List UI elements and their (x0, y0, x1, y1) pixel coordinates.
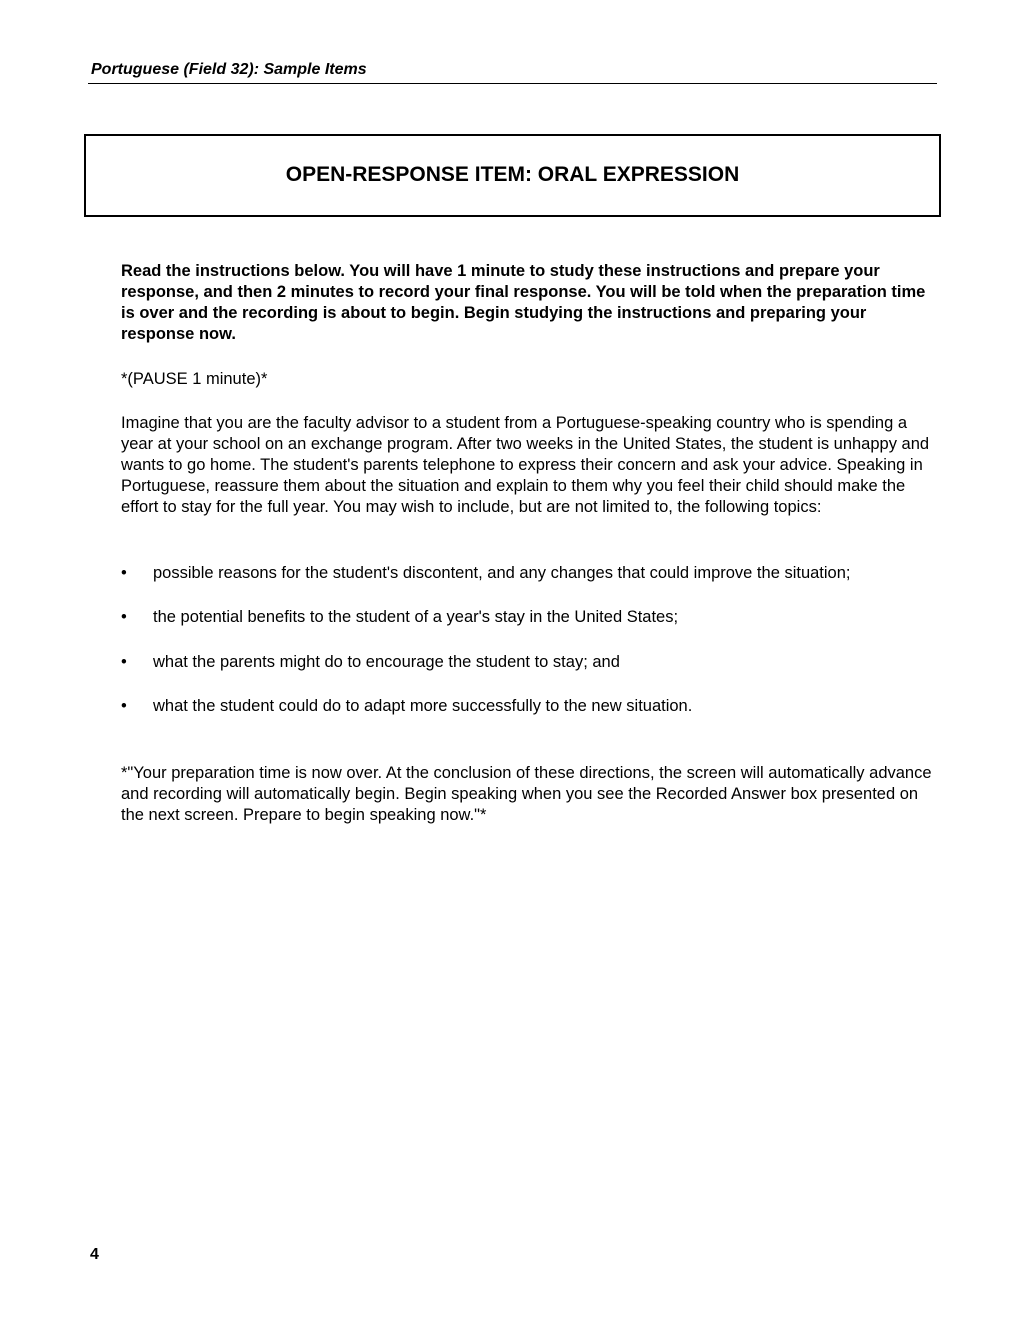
bullet-icon: • (121, 653, 127, 671)
section-title-box (84, 134, 941, 217)
scenario-paragraph: Imagine that you are the faculty advisor to a student from a Portuguese-speaking country who is spending a year at your school on an exchange program. After two weeks in the United States, the student is unhappy and wants to go home. The student's parents telephone to express their concern and ask your advice. Speaking in Portuguese, reassure them about the situation and explain to them why you feel their child should make the effort to stay for the full year. You may wish to include, but are not limited to, the following topics: (121, 414, 930, 516)
page-header (88, 60, 937, 84)
topic-list-item (121, 696, 941, 717)
bullet-icon: • (121, 608, 127, 626)
topic-text: what the parents might do to encourage the student to stay; and (153, 653, 620, 671)
topic-list-item (121, 652, 941, 673)
instructions-paragraph: Read the instructions below. You will have 1 minute to study these instructions and prepare your response, and then 2 minutes to record your final response. You will be told when the preparation time is over and the recording is about to begin. Begin studying the instructions and preparing your response now. (121, 262, 926, 343)
topic-list-item (121, 563, 941, 584)
topic-list-item (121, 607, 941, 628)
topic-text: the potential benefits to the student of a year's stay in the United States; (153, 608, 679, 626)
bullet-icon: • (121, 697, 127, 715)
closing-paragraph: *"Your preparation time is now over. At the conclusion of these directions, the screen will automatically advance and recording will automatically begin. Begin speaking when you see the Recorded Answer box presented on the next screen. Prepare to begin speaking now."* (121, 764, 932, 824)
topic-text: possible reasons for the student's discontent, and any changes that could improve the situation; (153, 564, 851, 582)
page-number: 4 (90, 1246, 99, 1263)
page-header-title: Portuguese (Field 32): Sample Items (91, 61, 367, 78)
topic-text: what the student could do to adapt more successfully to the new situation. (153, 697, 693, 715)
bullet-icon: • (121, 564, 127, 582)
section-title: OPEN-RESPONSE ITEM: ORAL EXPRESSION (285, 163, 740, 186)
pause-note: *(PAUSE 1 minute)* (121, 370, 268, 388)
